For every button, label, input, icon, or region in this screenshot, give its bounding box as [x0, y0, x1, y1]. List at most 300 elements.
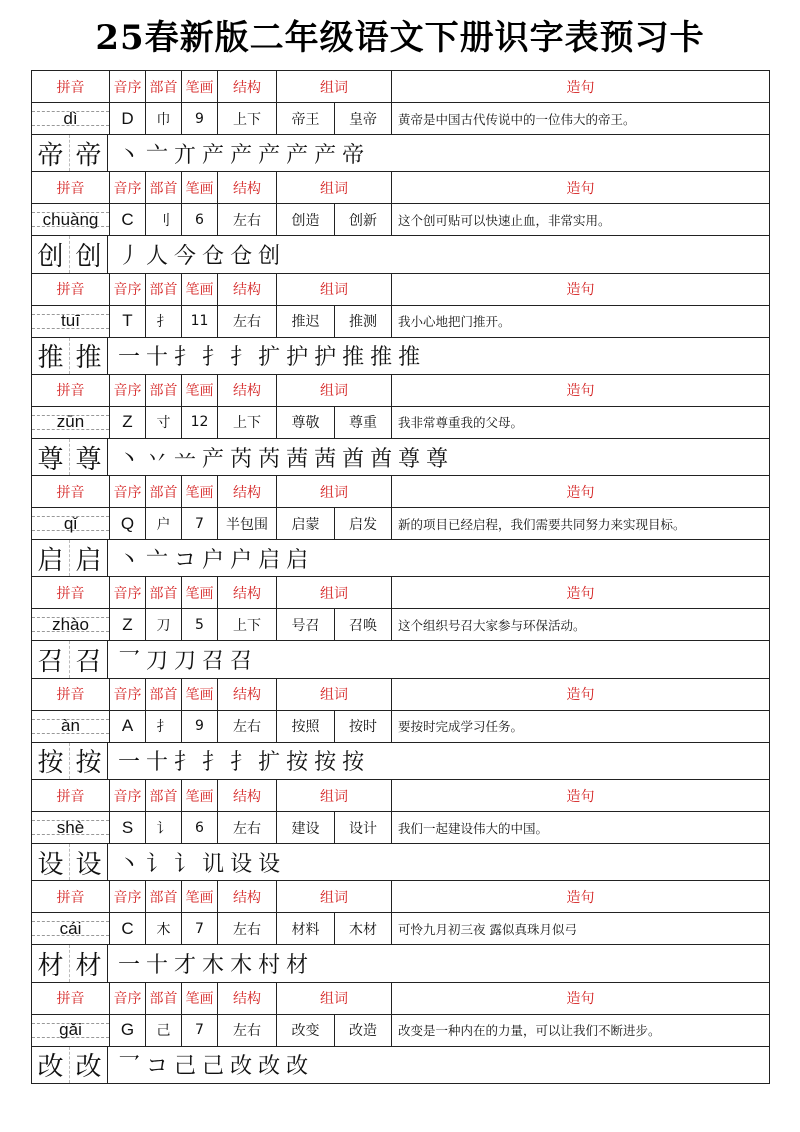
- character-entry: [32, 476, 769, 577]
- order-letter: Q: [110, 508, 146, 539]
- stroke-step: 己: [202, 1054, 225, 1080]
- header-strokes: 笔画: [182, 679, 218, 710]
- stroke-step: 乛: [118, 1054, 141, 1080]
- stroke-step: 十: [146, 345, 169, 371]
- order-letter: A: [110, 711, 146, 742]
- header-row: [32, 274, 769, 306]
- character-large-copy: 改: [70, 1047, 108, 1083]
- header-sentence: 造句: [566, 889, 595, 906]
- header-radical: 部首: [146, 476, 182, 507]
- data-row: [32, 103, 769, 135]
- stroke-step: 设: [258, 851, 281, 877]
- structure: 上下: [218, 407, 277, 438]
- header-structure: 结构: [218, 172, 277, 203]
- word-2: 改造: [335, 1015, 392, 1046]
- stroke-count: 5: [182, 609, 218, 640]
- header-structure: 结构: [218, 476, 277, 507]
- stroke-step: 产: [230, 142, 253, 168]
- header-strokes: 笔画: [182, 780, 218, 811]
- header-words: 组词: [277, 274, 392, 305]
- word-2: 木材: [335, 913, 392, 944]
- header-sentence: 造句: [566, 383, 595, 400]
- header-pinyin: 拼音: [32, 780, 110, 811]
- stroke-step: 设: [230, 851, 253, 877]
- pinyin-text: qǐ: [63, 513, 78, 533]
- word-2: 启发: [335, 508, 392, 539]
- stroke-step: 丿: [118, 243, 141, 269]
- header-strokes: 笔画: [182, 476, 218, 507]
- stroke-step: 扌: [230, 345, 253, 371]
- example-sentence: 改变是一种内在的力量，可以让我们不断进步。: [398, 1023, 661, 1039]
- stroke-step: 推: [398, 345, 421, 371]
- stroke-step: 改: [286, 1054, 309, 1080]
- stroke-step: 丶: [118, 142, 141, 168]
- character-entry: [32, 375, 769, 476]
- writing-row: [32, 338, 769, 375]
- header-words: 组词: [277, 780, 392, 811]
- writing-row: [32, 641, 769, 678]
- stroke-step: 一: [118, 345, 141, 371]
- header-sentence: 造句: [566, 79, 595, 96]
- stroke-step: 芮: [258, 446, 281, 472]
- stroke-step: 护: [314, 345, 337, 371]
- stroke-order: [108, 945, 769, 981]
- data-row: [32, 204, 769, 236]
- character-large-copy: 按: [70, 743, 108, 779]
- stroke-step: 扌: [202, 750, 225, 776]
- writing-row: [32, 439, 769, 476]
- pinyin-cell: [32, 711, 110, 742]
- stroke-count: 6: [182, 204, 218, 235]
- stroke-step: 户: [202, 547, 225, 573]
- stroke-step: 一: [118, 750, 141, 776]
- header-structure: 结构: [218, 375, 277, 406]
- character-large: 启: [32, 540, 70, 576]
- word-1: 启蒙: [277, 508, 335, 539]
- stroke-step: 仓: [230, 243, 253, 269]
- writing-row: [32, 540, 769, 577]
- pinyin-cell: [32, 913, 110, 944]
- header-pinyin: 拼音: [32, 476, 110, 507]
- stroke-step: 产: [314, 142, 337, 168]
- stroke-step: 尊: [398, 446, 421, 472]
- header-order: 音序: [110, 780, 146, 811]
- stroke-order: [108, 641, 769, 677]
- stroke-step: 仓: [202, 243, 225, 269]
- radical: 讠: [146, 812, 182, 843]
- header-structure: 结构: [218, 577, 277, 608]
- stroke-step: 亠: [146, 547, 169, 573]
- stroke-step: 创: [258, 243, 281, 269]
- header-words: 组词: [277, 577, 392, 608]
- word-1: 材料: [277, 913, 335, 944]
- header-row: [32, 577, 769, 609]
- word-1: 按照: [277, 711, 335, 742]
- header-strokes: 笔画: [182, 172, 218, 203]
- header-radical: 部首: [146, 881, 182, 912]
- header-radical: 部首: [146, 780, 182, 811]
- word-2: 按时: [335, 711, 392, 742]
- pinyin-cell: [32, 609, 110, 640]
- stroke-step: 改: [258, 1054, 281, 1080]
- stroke-step: 一: [118, 953, 141, 979]
- radical: 扌: [146, 306, 182, 337]
- character-large-copy: 材: [70, 945, 108, 981]
- stroke-step: 乛: [118, 649, 141, 675]
- stroke-step: 产: [286, 142, 309, 168]
- character-entry: [32, 71, 769, 172]
- stroke-step: コ: [174, 547, 197, 573]
- pinyin-text: zūn: [56, 412, 85, 432]
- character-large-copy: 帝: [70, 135, 108, 171]
- header-row: [32, 881, 769, 913]
- character-entry: [32, 577, 769, 678]
- character-large: 创: [32, 236, 70, 272]
- order-letter: C: [110, 204, 146, 235]
- stroke-step: 产: [202, 446, 225, 472]
- header-order: 音序: [110, 679, 146, 710]
- order-letter: D: [110, 103, 146, 134]
- stroke-step: 今: [174, 243, 197, 269]
- character-large-copy: 召: [70, 641, 108, 677]
- stroke-step: 村: [258, 953, 281, 979]
- header-radical: 部首: [146, 274, 182, 305]
- pinyin-cell: [32, 407, 110, 438]
- header-strokes: 笔画: [182, 274, 218, 305]
- writing-row: [32, 1047, 769, 1084]
- header-words: 组词: [277, 679, 392, 710]
- header-words: 组词: [277, 375, 392, 406]
- header-radical: 部首: [146, 577, 182, 608]
- radical: 刀: [146, 609, 182, 640]
- character-large-copy: 创: [70, 236, 108, 272]
- header-sentence: 造句: [566, 282, 595, 299]
- character-entry: [32, 780, 769, 881]
- character-large-copy: 尊: [70, 439, 108, 475]
- stroke-step: 亣: [174, 142, 197, 168]
- pinyin-text: shè: [56, 817, 85, 837]
- header-structure: 结构: [218, 679, 277, 710]
- word-2: 推测: [335, 306, 392, 337]
- example-sentence: 黄帝是中国古代传说中的一位伟大的帝王。: [398, 111, 636, 127]
- structure: 上下: [218, 609, 277, 640]
- writing-row: [32, 135, 769, 172]
- header-radical: 部首: [146, 172, 182, 203]
- header-order: 音序: [110, 71, 146, 102]
- writing-row: [32, 844, 769, 881]
- word-1: 改变: [277, 1015, 335, 1046]
- stroke-step: 芮: [230, 446, 253, 472]
- stroke-order: [108, 338, 769, 374]
- header-sentence: 造句: [566, 687, 595, 704]
- order-letter: T: [110, 306, 146, 337]
- stroke-order: [108, 1047, 769, 1083]
- header-pinyin: 拼音: [32, 172, 110, 203]
- stroke-step: 讥: [202, 851, 225, 877]
- example-sentence: 这个组织号召大家参与环保活动。: [398, 617, 586, 633]
- data-row: [32, 508, 769, 540]
- character-entry: [32, 983, 769, 1084]
- header-row: [32, 476, 769, 508]
- data-row: [32, 306, 769, 338]
- header-words: 组词: [277, 476, 392, 507]
- character-entry: [32, 172, 769, 273]
- character-large: 改: [32, 1047, 70, 1083]
- header-order: 音序: [110, 577, 146, 608]
- stroke-step: 十: [146, 750, 169, 776]
- stroke-step: 扩: [258, 750, 281, 776]
- example-sentence: 我小心地把门推开。: [398, 314, 511, 330]
- radical: 己: [146, 1015, 182, 1046]
- stroke-count: 12: [182, 407, 218, 438]
- header-row: [32, 679, 769, 711]
- stroke-step: 按: [342, 750, 365, 776]
- order-letter: G: [110, 1015, 146, 1046]
- data-row: [32, 711, 769, 743]
- character-large: 设: [32, 844, 70, 880]
- header-row: [32, 71, 769, 103]
- structure: 左右: [218, 1015, 277, 1046]
- header-strokes: 笔画: [182, 881, 218, 912]
- pinyin-cell: [32, 1015, 110, 1046]
- stroke-step: 讠: [146, 851, 169, 877]
- data-row: [32, 407, 769, 439]
- header-order: 音序: [110, 881, 146, 912]
- stroke-step: 召: [202, 649, 225, 675]
- data-row: [32, 812, 769, 844]
- stroke-step: 扌: [202, 345, 225, 371]
- pinyin-text: tuī: [61, 311, 80, 331]
- header-structure: 结构: [218, 71, 277, 102]
- word-2: 皇帝: [335, 103, 392, 134]
- header-sentence: 造句: [566, 585, 595, 602]
- stroke-step: 䒑: [174, 446, 197, 472]
- word-1: 号召: [277, 609, 335, 640]
- stroke-step: 木: [202, 953, 225, 979]
- stroke-order: [108, 236, 769, 272]
- pinyin-cell: [32, 812, 110, 843]
- header-sentence: 造句: [566, 180, 595, 197]
- order-letter: Z: [110, 407, 146, 438]
- page-title: 25春新版二年级语文下册识字表预习卡: [95, 18, 705, 58]
- word-1: 尊敬: [277, 407, 335, 438]
- order-letter: Z: [110, 609, 146, 640]
- stroke-step: 推: [342, 345, 365, 371]
- pinyin-text: cái: [59, 918, 82, 938]
- writing-row: [32, 743, 769, 780]
- stroke-step: 刀: [174, 649, 197, 675]
- header-structure: 结构: [218, 274, 277, 305]
- header-pinyin: 拼音: [32, 375, 110, 406]
- word-1: 推迟: [277, 306, 335, 337]
- stroke-step: 改: [230, 1054, 253, 1080]
- stroke-step: 按: [314, 750, 337, 776]
- radical: 刂: [146, 204, 182, 235]
- stroke-step: 丶: [118, 446, 141, 472]
- pinyin-cell: [32, 508, 110, 539]
- structure: 左右: [218, 711, 277, 742]
- stroke-step: 茜: [286, 446, 309, 472]
- character-large: 按: [32, 743, 70, 779]
- stroke-step: 己: [174, 1054, 197, 1080]
- stroke-step: 才: [174, 953, 197, 979]
- word-1: 建设: [277, 812, 335, 843]
- stroke-order: [108, 439, 769, 475]
- example-sentence: 这个创可贴可以快速止血，非常实用。: [398, 212, 611, 228]
- structure: 左右: [218, 812, 277, 843]
- radical: 户: [146, 508, 182, 539]
- example-sentence: 我非常尊重我的父母。: [398, 415, 524, 431]
- stroke-count: 9: [182, 103, 218, 134]
- example-sentence: 新的项目已经启程，我们需要共同努力来实现目标。: [398, 516, 686, 532]
- stroke-step: 产: [202, 142, 225, 168]
- stroke-step: 刀: [146, 649, 169, 675]
- character-large-copy: 设: [70, 844, 108, 880]
- stroke-step: 护: [286, 345, 309, 371]
- character-large: 帝: [32, 135, 70, 171]
- word-2: 尊重: [335, 407, 392, 438]
- header-structure: 结构: [218, 983, 277, 1014]
- writing-row: [32, 945, 769, 982]
- header-words: 组词: [277, 983, 392, 1014]
- character-large: 尊: [32, 439, 70, 475]
- stroke-step: 扩: [258, 345, 281, 371]
- stroke-step: 启: [286, 547, 309, 573]
- pinyin-cell: [32, 306, 110, 337]
- header-strokes: 笔画: [182, 577, 218, 608]
- stroke-step: 产: [258, 142, 281, 168]
- stroke-count: 7: [182, 508, 218, 539]
- header-structure: 结构: [218, 780, 277, 811]
- stroke-count: 9: [182, 711, 218, 742]
- stroke-count: 7: [182, 1015, 218, 1046]
- structure: 左右: [218, 913, 277, 944]
- header-pinyin: 拼音: [32, 274, 110, 305]
- radical: 扌: [146, 711, 182, 742]
- stroke-order: [108, 135, 769, 171]
- stroke-step: 酋: [342, 446, 365, 472]
- header-sentence: 造句: [566, 484, 595, 501]
- pinyin-text: àn: [61, 716, 80, 736]
- order-letter: S: [110, 812, 146, 843]
- order-letter: C: [110, 913, 146, 944]
- radical: 寸: [146, 407, 182, 438]
- character-entry: [32, 274, 769, 375]
- radical: 巾: [146, 103, 182, 134]
- header-words: 组词: [277, 71, 392, 102]
- stroke-order: [108, 540, 769, 576]
- word-2: 设计: [335, 812, 392, 843]
- stroke-step: 推: [370, 345, 393, 371]
- pinyin-cell: [32, 103, 110, 134]
- stroke-step: 召: [230, 649, 253, 675]
- stroke-step: 户: [230, 547, 253, 573]
- example-sentence: 要按时完成学习任务。: [398, 719, 524, 735]
- stroke-step: 亠: [146, 142, 169, 168]
- stroke-step: コ: [146, 1054, 169, 1080]
- header-strokes: 笔画: [182, 71, 218, 102]
- header-pinyin: 拼音: [32, 983, 110, 1014]
- header-structure: 结构: [218, 881, 277, 912]
- header-words: 组词: [277, 881, 392, 912]
- stroke-step: 茜: [314, 446, 337, 472]
- word-2: 创新: [335, 204, 392, 235]
- pinyin-text: gǎi: [59, 1020, 82, 1040]
- stroke-step: 丶: [118, 547, 141, 573]
- header-row: [32, 780, 769, 812]
- header-order: 音序: [110, 274, 146, 305]
- data-row: [32, 913, 769, 945]
- example-sentence: 可怜九月初三夜 露似真珠月似弓: [398, 921, 577, 937]
- header-row: [32, 375, 769, 407]
- stroke-step: 酋: [370, 446, 393, 472]
- header-order: 音序: [110, 172, 146, 203]
- character-large: 召: [32, 641, 70, 677]
- data-row: [32, 1015, 769, 1047]
- stroke-step: 丶: [118, 851, 141, 877]
- header-order: 音序: [110, 476, 146, 507]
- stroke-step: 尊: [426, 446, 449, 472]
- pinyin-text: zhào: [52, 614, 89, 634]
- stroke-step: 帝: [342, 142, 365, 168]
- stroke-step: 丷: [146, 446, 169, 472]
- radical: 木: [146, 913, 182, 944]
- character-table: [31, 70, 770, 1084]
- character-large: 材: [32, 945, 70, 981]
- pinyin-text: chuàng: [42, 209, 99, 229]
- stroke-count: 11: [182, 306, 218, 337]
- header-words: 组词: [277, 172, 392, 203]
- header-pinyin: 拼音: [32, 71, 110, 102]
- stroke-step: 按: [286, 750, 309, 776]
- header-pinyin: 拼音: [32, 679, 110, 710]
- header-radical: 部首: [146, 679, 182, 710]
- header-order: 音序: [110, 983, 146, 1014]
- structure: 左右: [218, 306, 277, 337]
- word-1: 创造: [277, 204, 335, 235]
- data-row: [32, 609, 769, 641]
- stroke-count: 7: [182, 913, 218, 944]
- word-2: 召唤: [335, 609, 392, 640]
- header-row: [32, 172, 769, 204]
- structure: 上下: [218, 103, 277, 134]
- character-entry: [32, 679, 769, 780]
- pinyin-text: dì: [63, 108, 78, 128]
- stroke-order: [108, 844, 769, 880]
- header-strokes: 笔画: [182, 983, 218, 1014]
- word-1: 帝王: [277, 103, 335, 134]
- stroke-count: 6: [182, 812, 218, 843]
- stroke-step: 材: [286, 953, 309, 979]
- header-strokes: 笔画: [182, 375, 218, 406]
- example-sentence: 我们一起建设伟大的中国。: [398, 820, 549, 836]
- header-sentence: 造句: [566, 788, 595, 805]
- character-entry: [32, 881, 769, 982]
- stroke-step: 人: [146, 243, 169, 269]
- header-radical: 部首: [146, 983, 182, 1014]
- stroke-step: 扌: [174, 345, 197, 371]
- character-large: 推: [32, 338, 70, 374]
- header-row: [32, 983, 769, 1015]
- header-pinyin: 拼音: [32, 577, 110, 608]
- stroke-step: 启: [258, 547, 281, 573]
- stroke-step: 十: [146, 953, 169, 979]
- structure: 左右: [218, 204, 277, 235]
- stroke-step: 扌: [230, 750, 253, 776]
- header-radical: 部首: [146, 375, 182, 406]
- header-order: 音序: [110, 375, 146, 406]
- character-large-copy: 启: [70, 540, 108, 576]
